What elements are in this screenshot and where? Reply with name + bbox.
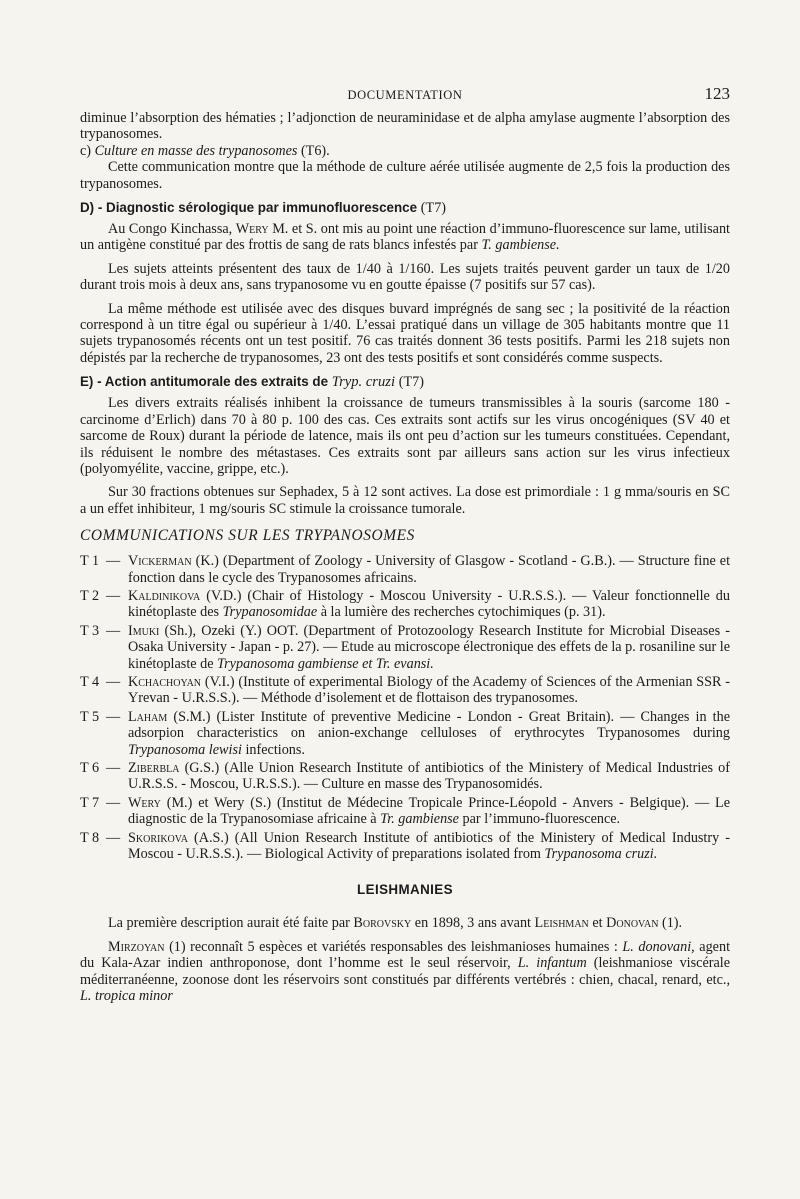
item-text (128, 623, 730, 672)
species-name: L. tropica minor (80, 988, 173, 1005)
text-run: agent du Kala-Azar indien anthroponose, dont l’homme est le seul réservoir, (80, 938, 731, 972)
text-run: (V.I.) (Institute of experimental Biology of the Academy of Sciences of the Armenian SSR - Yrevan - U.R.S.S.). — Méthode d’isolement et de flottaison des trypanosomes. (128, 673, 731, 707)
author-name: Skorikova (128, 829, 188, 846)
item-dash: — (106, 829, 121, 846)
species-name: L. donovani, (622, 938, 695, 955)
text-run: M. et S. ont mis au point une réaction d’immuno-fluorescence sur lame, utilisant un antigène constitué par des frottis de sang de rats blancs infestés par (80, 221, 730, 254)
item-number: T 4 (80, 673, 100, 690)
species-name: L. infantum (517, 955, 587, 972)
culture-subheading (80, 143, 730, 159)
running-title: DOCUMENTATION (347, 88, 463, 102)
leishmanies-heading: LEISHMANIES (357, 882, 453, 898)
item-number: T 8 (80, 829, 100, 846)
communication-item (80, 709, 730, 758)
section-d-title: D) - Diagnostic sérologique par immunofluorescence (80, 200, 418, 216)
communications-list (80, 553, 730, 862)
communications-title: COMMUNICATIONS SUR LES TRYPANOSOMES (80, 527, 415, 545)
section-e-ref: (T7) (398, 374, 424, 391)
text-run: à la lumière des recherches cytochimiques (p. 31). (320, 604, 606, 621)
author-name: Wery (235, 221, 269, 238)
author-name: Imuki (128, 622, 160, 639)
running-header (80, 80, 730, 110)
item-text (128, 795, 730, 828)
leishmanies-paragraph-2 (80, 939, 730, 1005)
culture-label: c) (80, 142, 92, 159)
item-text (128, 830, 730, 863)
item-dash: — (106, 708, 121, 725)
item-dash: — (106, 553, 121, 570)
item-dash: — (106, 794, 121, 811)
text-run: en 1898, 3 ans avant (414, 915, 531, 932)
communication-item (80, 588, 730, 621)
text-run: Au Congo Kinchassa, (108, 221, 233, 238)
item-dash: — (106, 760, 121, 776)
communication-item (80, 760, 730, 793)
item-text (128, 709, 730, 758)
text-run: (leishmaniose viscérale méditerranéenne, zoonose dont les réservoirs sont constitués par différents vertébrés : chien, chacal, renard, etc., (80, 955, 730, 988)
species-name: T. gambiense. (481, 237, 560, 254)
communication-item (80, 674, 730, 707)
author-name: Leishman (534, 915, 589, 932)
species-name: Tr. gambiense (380, 811, 459, 828)
communication-item (80, 553, 730, 586)
page-number: 123 (704, 84, 730, 103)
section-d-paragraph-2: Les sujets atteints présentent des taux de 1/40 à 1/160. Les sujets traités peuvent garder un taux de 1/20 durant trois mois à deux ans, sans trypanosome vu en goutte épaisse (7 positifs sur 57 cas). (80, 260, 730, 294)
item-number: T 3 (80, 622, 100, 639)
author-name: Kchachoyan (128, 673, 202, 690)
culture-paragraph: Cette communication montre que la méthode de culture aérée utilisée augmente de 2,5 fois la production des trypanosomes. (80, 159, 730, 192)
communication-item (80, 795, 730, 828)
author-name: Wery (128, 794, 161, 811)
text-run: (1). (661, 915, 683, 932)
author-name: Borovsky (353, 915, 412, 932)
leishmanies-paragraph-1 (80, 915, 730, 931)
text-run: (A.S.) (All Union Research Institute of antibiotics of the Ministery of Medical Industry - Moscou - U.R.S.S.). — Biological Activity of preparations isolated from (128, 829, 730, 863)
text-run: (M.) et Wery (S.) (Institut de Médecine Tropicale Prince-Léopold - Anvers - Belgique). — Le diagnostic de la Trypanosomiase africaine à (128, 794, 731, 828)
section-d-ref: (T7) (420, 200, 447, 217)
intro-paragraph: diminue l’absorption des hématies ; l’adjonction de neuraminidase et de alpha amylase augmente l’absorption des trypanosomes. (80, 110, 730, 143)
text-run: et (592, 915, 603, 932)
author-name: Mirzoyan (108, 938, 165, 955)
item-number: T 2 (80, 587, 100, 604)
culture-title: Culture en masse des trypanosomes (94, 142, 298, 159)
item-dash: — (106, 587, 121, 604)
text-run: (G.S.) (Alle Union Research Institute of antibiotics of the Ministery of Medical Industries of U.R.S.S. - Moscou, U.R.S.S.). — Culture en masse des Trypanosomidés. (128, 760, 731, 793)
species-name: Trypanosoma lewisi (128, 741, 242, 758)
item-dash: — (106, 622, 121, 639)
section-e-title: E) - Action antitumorale des extraits de (80, 374, 329, 390)
text-run: (V.D.) (Chair of Histology - Moscou University - U.R.S.S.). — Valeur fonctionnelle du kinétoplaste des (128, 587, 730, 621)
item-number: T 5 (80, 708, 100, 725)
item-number: T 1 (80, 553, 100, 570)
author-name: Vickerman (128, 553, 192, 570)
text-run: (Sh.), Ozeki (Y.) OOT. (Department of Protozoology Research Institute for Microbial Diseases - Osaka University - Japan - p. 27). — Etude au microscope électronique des effets de la p. rosaniline sur le kinétoplaste de (128, 622, 730, 672)
author-name: Ziberbla (128, 760, 180, 776)
author-name: Laham (128, 708, 168, 725)
text-run: infections. (245, 741, 305, 758)
item-text (128, 553, 730, 586)
text-run: (S.M.) (Lister Institute of preventive Medicine - London - Great Britain). — Changes in the adsorpion characteristics on anion-exchange celluloses of erythrocytes Trypanosomes during (128, 708, 730, 742)
item-number: T 7 (80, 794, 100, 811)
section-d-paragraph-3: La même méthode est utilisée avec des disques buvard imprégnés de sang sec ; la positivité de la réaction correspond à un titre égal ou supérieur à 1/40. L’essai pratiqué dans un village de 305 habitants montre que 11 sujets trypanosomés récents ont un test positif. 76 cas traités donnent 36 tests positifs. Parmi les 218 sujets non dépistés par la recherche de trypanosomes, 23 ont des tests positifs et sont considérés comme suspects. (80, 300, 730, 366)
section-d-paragraph-1 (80, 221, 730, 254)
culture-ref: (T6). (300, 142, 330, 159)
item-text (128, 760, 730, 793)
communication-item (80, 623, 730, 672)
section-e-paragraph-1: Les divers extraits réalisés inhibent la croissance de tumeurs transmissibles à la souris (sarcome 180 - carcinome d’Erlich) dans 70 à 80 p. 100 des cas. Ces extraits sont actifs sur les virus oncogéniques (SV 40 et sarcome de Roux) durant la période de latence, mais ils ont peu d’action sur les tumeurs constituées. Cependant, ils réduisent le nombre des métastases. Ces extraits sont par ailleurs sans action sur les virus infectieux (polyomyélite, vaccine, grippe, etc.). (80, 395, 730, 477)
author-name: Kaldinikova (128, 587, 201, 604)
item-text (128, 674, 730, 707)
text-run: (1) reconnaît 5 espèces et variétés responsables des leishmanioses humaines : (169, 938, 618, 955)
section-e-paragraph-2: Sur 30 fractions obtenues sur Sephadex, 5 à 12 sont actives. La dose est primordiale : 1 g mma/souris en SC a un effet inhibiteur, 1 mg/souris SC stimule la croissance tumorale. (80, 484, 730, 517)
text-run: (K.) (Department of Zoology - University of Glasgow - Scotland - G.B.). — Structure fine et fonction dans le cycle des Trypanosomes africains. (128, 553, 731, 586)
item-dash: — (106, 673, 121, 690)
section-e-species: Tryp. cruzi (331, 374, 396, 391)
section-d-heading (80, 200, 730, 217)
section-e-heading (80, 374, 730, 391)
species-name: Trypanosomidae (222, 604, 318, 621)
species-name: Trypanosoma gambiense et Tr. evansi. (217, 655, 434, 672)
text-run: par l’immuno-fluorescence. (462, 811, 621, 828)
communication-item (80, 830, 730, 863)
document-page (80, 80, 730, 1004)
text-run: La première description aurait été faite par (108, 915, 350, 932)
item-number: T 6 (80, 760, 100, 776)
species-name: Trypanosoma cruzi. (544, 846, 658, 863)
item-text (128, 588, 730, 621)
author-name: Donovan (606, 915, 659, 932)
